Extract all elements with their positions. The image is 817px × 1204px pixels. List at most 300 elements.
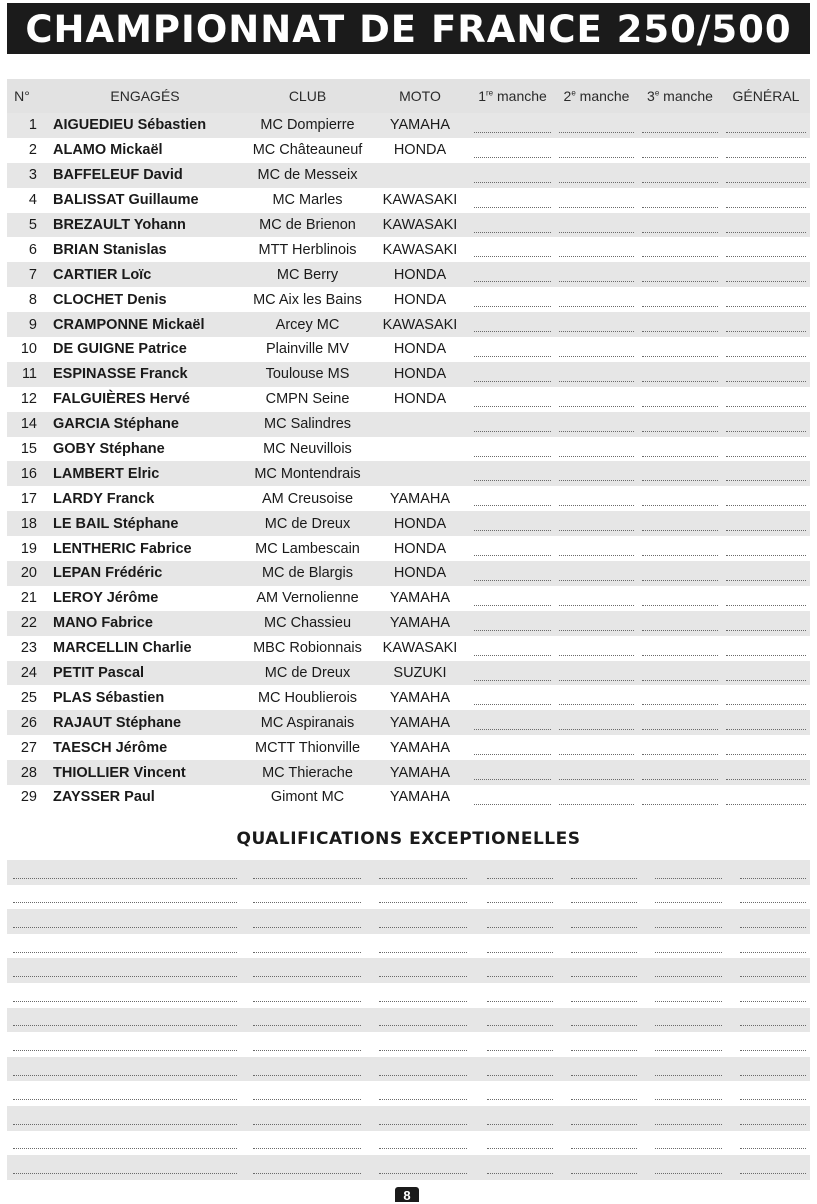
dotted-line: [559, 493, 634, 506]
entrant-moto: SUZUKI: [370, 661, 470, 686]
general-result: [722, 362, 810, 387]
entrant-number: 2: [28, 142, 37, 159]
dotted-line: [253, 989, 360, 1002]
page-number: 8: [395, 1187, 419, 1202]
dotted-line: [559, 394, 634, 407]
dotted-line: [474, 344, 551, 357]
dotted-line: [655, 1161, 721, 1174]
entrant-moto: YAMAHA: [389, 739, 451, 756]
dotted-line: [474, 568, 551, 581]
round-1-result: [470, 486, 555, 511]
dotted-line: [571, 890, 637, 903]
dotted-line: [13, 940, 237, 953]
round-2-result: [555, 611, 638, 636]
dotted-line: [726, 543, 806, 556]
dotted-line: [642, 120, 718, 133]
dotted-line: [571, 1136, 637, 1149]
entrant-name: LAMBERT Elric: [45, 461, 245, 486]
dotted-line: [474, 419, 551, 432]
round-2-result: [555, 312, 638, 337]
dotted-line: [655, 1112, 721, 1125]
entrant-name: ESPINASSE Franck: [45, 362, 245, 387]
entrant-number: 20: [7, 561, 45, 586]
general-result: [722, 387, 810, 412]
entrant-club: MC Thierache: [245, 760, 370, 785]
qualification-row: [7, 1106, 810, 1131]
round-1-result: [470, 785, 555, 810]
table-row: [7, 486, 810, 511]
general-result: [722, 486, 810, 511]
entrant-number: 8: [28, 291, 37, 308]
dotted-line: [379, 890, 467, 903]
entrant-moto: YAMAHA: [389, 689, 451, 706]
dotted-line: [487, 1063, 553, 1076]
dotted-line: [474, 668, 551, 681]
dotted-line: [726, 145, 806, 158]
dotted-line: [474, 195, 551, 208]
dotted-line: [559, 543, 634, 556]
entries-table: [7, 79, 810, 810]
entrant-club: MCTT Thionville: [254, 739, 361, 756]
entrant-moto: KAWASAKI: [370, 312, 470, 337]
round-2-result: [555, 486, 638, 511]
entrant-club: AM Vernolienne: [256, 590, 359, 607]
dotted-line: [642, 543, 718, 556]
round-1-result: [470, 611, 555, 636]
dotted-line: [642, 493, 718, 506]
round-1-result: [470, 113, 555, 138]
dotted-line: [13, 1038, 237, 1051]
entrant-name: CLOCHET Denis: [53, 291, 167, 308]
round-1-result: [470, 437, 555, 462]
round-2-result: [555, 561, 638, 586]
general-result: [722, 113, 810, 138]
dotted-line: [642, 717, 718, 730]
round-3-result: [638, 760, 722, 785]
dotted-line: [487, 940, 553, 953]
round-2-result: [555, 511, 638, 536]
entrant-moto: YAMAHA: [389, 789, 451, 806]
general-result: [722, 262, 810, 287]
table-row: [7, 461, 810, 486]
dotted-line: [559, 220, 634, 233]
entrant-club: MC Châteauneuf: [252, 142, 363, 159]
round-3-result: [638, 636, 722, 661]
dotted-line: [726, 717, 806, 730]
dotted-line: [487, 890, 553, 903]
entrant-number: 14: [7, 412, 45, 437]
general-result: [722, 213, 810, 238]
dotted-line: [726, 319, 806, 332]
dotted-line: [253, 915, 360, 928]
dotted-line: [13, 989, 237, 1002]
entrant-club: MC Chassieu: [245, 611, 370, 636]
dotted-line: [474, 543, 551, 556]
entrant-number: 3: [7, 163, 45, 188]
entrant-moto: HONDA: [393, 391, 447, 408]
entrant-name: MANO Fabrice: [45, 611, 245, 636]
general-result: [722, 337, 810, 362]
entrant-moto: HONDA: [370, 262, 470, 287]
table-row: [7, 213, 810, 238]
dotted-line: [379, 1063, 467, 1076]
general-result: [722, 685, 810, 710]
dotted-line: [642, 668, 718, 681]
round-1-result: [470, 461, 555, 486]
table-row: [7, 685, 810, 710]
dotted-line: [642, 643, 718, 656]
dotted-line: [474, 767, 551, 780]
dotted-line: [740, 989, 806, 1002]
dotted-line: [642, 792, 718, 805]
dotted-line: [379, 964, 467, 977]
entrant-name: CARTIER Loïc: [45, 262, 245, 287]
dotted-line: [474, 394, 551, 407]
dotted-line: [379, 915, 467, 928]
dotted-line: [726, 120, 806, 133]
dotted-line: [253, 1038, 360, 1051]
round-2-result: [555, 536, 638, 561]
dotted-line: [253, 1112, 360, 1125]
round-3-result: [638, 586, 722, 611]
entrant-name: GARCIA Stéphane: [45, 412, 245, 437]
round-1-result: [470, 685, 555, 710]
dotted-line: [726, 369, 806, 382]
entrant-club: MC Houblierois: [257, 689, 358, 706]
round-3-result: [638, 312, 722, 337]
dotted-line: [642, 244, 718, 257]
round-1-result: [470, 138, 555, 163]
header-moto: MOTO: [370, 79, 470, 113]
dotted-line: [642, 742, 718, 755]
dotted-line: [642, 220, 718, 233]
general-result: [722, 735, 810, 760]
table-row: [7, 611, 810, 636]
table-row: [7, 735, 810, 760]
entrant-moto: HONDA: [393, 341, 447, 358]
general-result: [722, 586, 810, 611]
dotted-line: [726, 220, 806, 233]
dotted-line: [726, 643, 806, 656]
dotted-line: [379, 940, 467, 953]
entrant-club: MC Salindres: [245, 412, 370, 437]
dotted-line: [474, 493, 551, 506]
dotted-line: [474, 220, 551, 233]
table-row: [7, 237, 810, 262]
entrant-name: ALAMO Mickaël: [53, 142, 163, 159]
entrant-number: 16: [7, 461, 45, 486]
dotted-line: [571, 1112, 637, 1125]
dotted-line: [726, 493, 806, 506]
entrant-club: Toulouse MS: [245, 362, 370, 387]
entrant-club: MC Montendrais: [245, 461, 370, 486]
entrant-moto: [370, 412, 470, 437]
entrant-name: BAFFELEUF David: [45, 163, 245, 188]
dotted-line: [474, 618, 551, 631]
header-general: GÉNÉRAL: [722, 79, 810, 113]
dotted-line: [740, 1087, 806, 1100]
dotted-line: [642, 195, 718, 208]
entrant-number: 25: [20, 689, 37, 706]
dotted-line: [655, 1136, 721, 1149]
dotted-line: [559, 518, 634, 531]
round-2-result: [555, 213, 638, 238]
round-1-result: [470, 287, 555, 312]
entrant-number: 28: [7, 760, 45, 785]
dotted-line: [379, 989, 467, 1002]
dotted-line: [642, 369, 718, 382]
dotted-line: [740, 915, 806, 928]
dotted-line: [559, 643, 634, 656]
general-result: [722, 461, 810, 486]
round-2-result: [555, 138, 638, 163]
dotted-line: [726, 593, 806, 606]
entrant-club: MBC Robionnais: [253, 640, 362, 657]
table-row: [7, 536, 810, 561]
entrant-name: MARCELLIN Charlie: [53, 640, 192, 657]
header-entrants: ENGAGÉS: [45, 79, 245, 113]
entrant-club: MC Dompierre: [245, 113, 370, 138]
entrant-number: 1: [7, 113, 45, 138]
dotted-line: [379, 1013, 467, 1026]
entrant-club: MC de Dreux: [245, 511, 370, 536]
dotted-line: [740, 1013, 806, 1026]
dotted-line: [571, 964, 637, 977]
entrant-number: 21: [20, 590, 37, 607]
round-3-result: [638, 362, 722, 387]
dotted-line: [642, 394, 718, 407]
table-row: [7, 412, 810, 437]
qualifications-blank-rows: [7, 860, 810, 1180]
general-result: [722, 661, 810, 686]
entrant-number: 15: [20, 441, 37, 458]
table-row: [7, 362, 810, 387]
dotted-line: [559, 244, 634, 257]
header-club: CLUB: [245, 79, 370, 113]
general-result: [722, 561, 810, 586]
dotted-line: [379, 1136, 467, 1149]
entrant-number: 27: [20, 739, 37, 756]
table-row: [7, 760, 810, 785]
entrant-name: CRAMPONNE Mickaël: [45, 312, 245, 337]
round-1-result: [470, 760, 555, 785]
entrant-moto: YAMAHA: [370, 611, 470, 636]
round-3-result: [638, 113, 722, 138]
dotted-line: [13, 964, 237, 977]
round-2-result: [555, 760, 638, 785]
round-1-result: [470, 412, 555, 437]
table-row: [7, 437, 810, 462]
dotted-line: [726, 269, 806, 282]
general-result: [722, 437, 810, 462]
dotted-line: [559, 742, 634, 755]
general-result: [722, 710, 810, 735]
entrant-moto: HONDA: [370, 362, 470, 387]
dotted-line: [474, 593, 551, 606]
dotted-line: [559, 468, 634, 481]
dotted-line: [253, 1087, 360, 1100]
qualification-row: [7, 1057, 810, 1082]
table-row: [7, 661, 810, 686]
entrant-moto: YAMAHA: [370, 113, 470, 138]
round-2-result: [555, 163, 638, 188]
round-3-result: [638, 511, 722, 536]
dotted-line: [487, 1112, 553, 1125]
entrant-club: MC Lambescain: [255, 540, 360, 557]
entrant-moto: KAWASAKI: [370, 213, 470, 238]
entrant-name: GOBY Stéphane: [53, 441, 165, 458]
dotted-line: [726, 419, 806, 432]
dotted-line: [559, 319, 634, 332]
dotted-line: [655, 1087, 721, 1100]
round-2-result: [555, 188, 638, 213]
dotted-line: [571, 1087, 637, 1100]
dotted-line: [474, 692, 551, 705]
entrant-moto: YAMAHA: [389, 590, 451, 607]
dotted-line: [726, 468, 806, 481]
round-1-result: [470, 387, 555, 412]
entrant-name: BREZAULT Yohann: [45, 213, 245, 238]
dotted-line: [740, 964, 806, 977]
dotted-line: [726, 618, 806, 631]
header-round-1: 1re manche: [470, 79, 555, 113]
entrant-club: MC Neuvillois: [263, 441, 352, 458]
dotted-line: [740, 1038, 806, 1051]
dotted-line: [474, 120, 551, 133]
dotted-line: [726, 294, 806, 307]
dotted-line: [571, 866, 637, 879]
dotted-line: [642, 170, 718, 183]
entrant-name: FALGUIÈRES Hervé: [53, 391, 190, 408]
dotted-line: [559, 444, 634, 457]
round-1-result: [470, 213, 555, 238]
round-2-result: [555, 735, 638, 760]
general-result: [722, 188, 810, 213]
dotted-line: [379, 1112, 467, 1125]
round-1-result: [470, 586, 555, 611]
round-1-result: [470, 337, 555, 362]
dotted-line: [642, 294, 718, 307]
dotted-line: [559, 692, 634, 705]
qualification-row: [7, 860, 810, 885]
dotted-line: [642, 518, 718, 531]
entrant-club: Arcey MC: [245, 312, 370, 337]
dotted-line: [13, 1136, 237, 1149]
qualification-row: [7, 909, 810, 934]
dotted-line: [474, 170, 551, 183]
general-result: [722, 287, 810, 312]
dotted-line: [655, 890, 721, 903]
entrant-name: TAESCH Jérôme: [53, 739, 168, 756]
round-2-result: [555, 437, 638, 462]
dotted-line: [559, 294, 634, 307]
table-row: [7, 586, 810, 611]
dotted-line: [13, 890, 237, 903]
round-3-result: [638, 785, 722, 810]
entrant-moto: KAWASAKI: [382, 640, 458, 657]
round-2-result: [555, 287, 638, 312]
dotted-line: [726, 692, 806, 705]
round-3-result: [638, 287, 722, 312]
qualification-row: [7, 958, 810, 983]
round-3-result: [638, 163, 722, 188]
dotted-line: [253, 866, 360, 879]
round-2-result: [555, 387, 638, 412]
dotted-line: [740, 890, 806, 903]
round-1-result: [470, 312, 555, 337]
header-num: N°: [7, 79, 45, 113]
entrant-number: 19: [20, 540, 37, 557]
dotted-line: [487, 1087, 553, 1100]
dotted-line: [474, 244, 551, 257]
dotted-line: [559, 269, 634, 282]
round-3-result: [638, 387, 722, 412]
entrant-club: CMPN Seine: [265, 391, 350, 408]
round-1-result: [470, 262, 555, 287]
round-1-result: [470, 636, 555, 661]
table-row: [7, 113, 810, 138]
entrant-number: 11: [7, 362, 45, 387]
dotted-line: [13, 866, 237, 879]
entrant-name: PETIT Pascal: [45, 661, 245, 686]
entrant-moto: KAWASAKI: [382, 192, 458, 209]
round-2-result: [555, 337, 638, 362]
dotted-line: [642, 618, 718, 631]
dotted-line: [253, 1063, 360, 1076]
dotted-line: [559, 568, 634, 581]
dotted-line: [474, 294, 551, 307]
dotted-line: [642, 444, 718, 457]
header-round-3: 3e manche: [638, 79, 722, 113]
entrant-moto: [370, 461, 470, 486]
dotted-line: [642, 145, 718, 158]
qualification-row: [7, 1032, 810, 1057]
table-row: [7, 710, 810, 735]
dotted-line: [642, 468, 718, 481]
entrant-club: MC Marles: [272, 192, 343, 209]
round-2-result: [555, 785, 638, 810]
entrant-number: 26: [7, 710, 45, 735]
round-2-result: [555, 412, 638, 437]
round-1-result: [470, 735, 555, 760]
dotted-line: [474, 717, 551, 730]
dotted-line: [487, 989, 553, 1002]
entrant-name: AIGUEDIEU Sébastien: [45, 113, 245, 138]
dotted-line: [379, 866, 467, 879]
dotted-line: [487, 1038, 553, 1051]
entrant-moto: YAMAHA: [370, 710, 470, 735]
round-1-result: [470, 362, 555, 387]
dotted-line: [379, 1087, 467, 1100]
dotted-line: [253, 940, 360, 953]
entrant-number: 9: [7, 312, 45, 337]
round-3-result: [638, 536, 722, 561]
general-result: [722, 237, 810, 262]
dotted-line: [474, 269, 551, 282]
table-row: [7, 636, 810, 661]
general-result: [722, 511, 810, 536]
round-3-result: [638, 661, 722, 686]
dotted-line: [740, 1112, 806, 1125]
dotted-line: [253, 1013, 360, 1026]
dotted-line: [559, 120, 634, 133]
dotted-line: [655, 1063, 721, 1076]
dotted-line: [726, 792, 806, 805]
dotted-line: [13, 1087, 237, 1100]
round-1-result: [470, 536, 555, 561]
round-3-result: [638, 561, 722, 586]
round-1-result: [470, 511, 555, 536]
